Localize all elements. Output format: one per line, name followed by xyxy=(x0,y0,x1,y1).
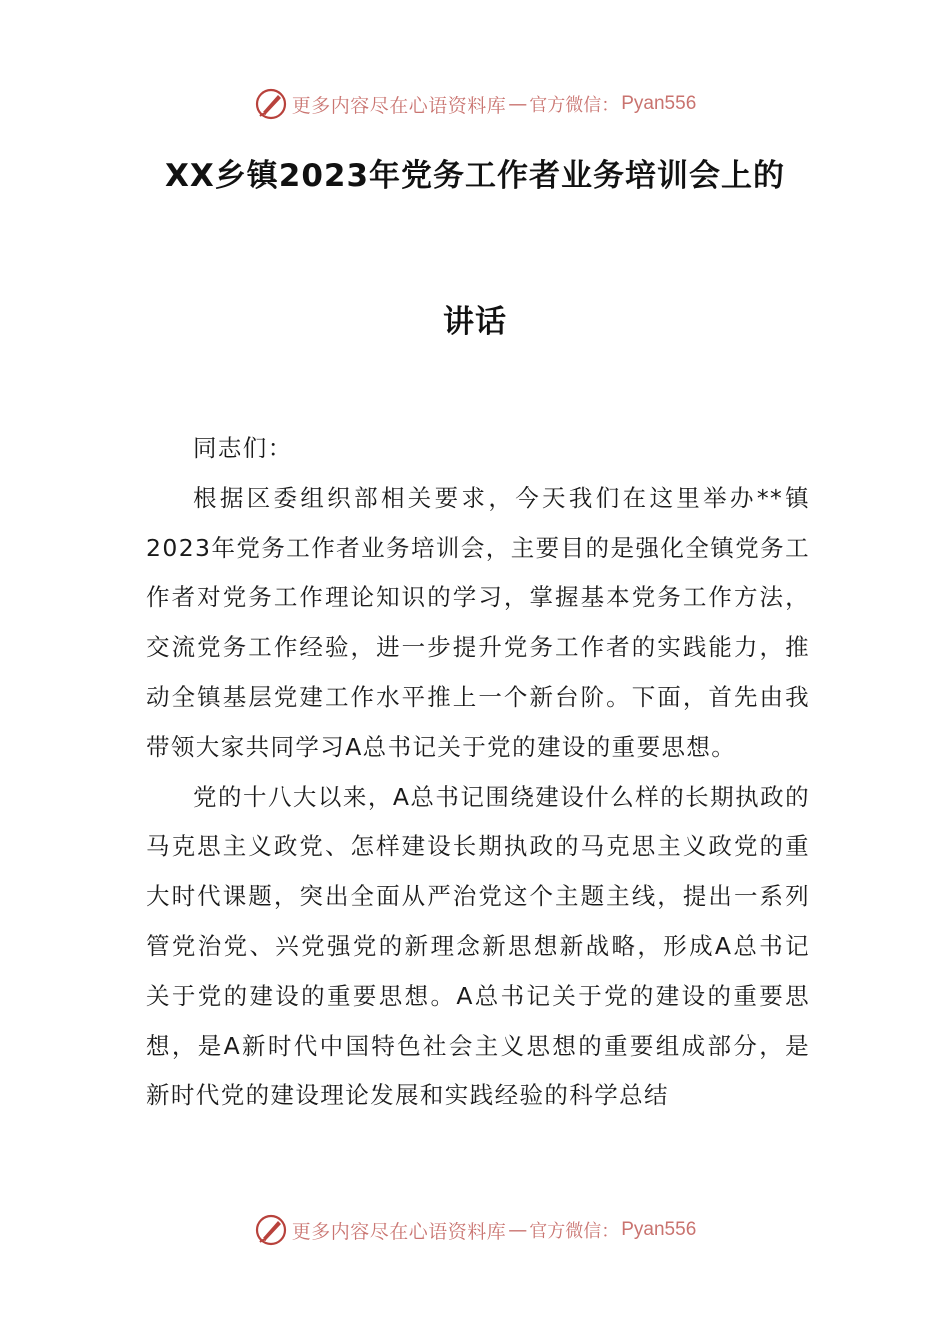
banner-text: 更多内容尽在心语资料库 xyxy=(291,94,507,117)
banner-dash: — xyxy=(508,1219,528,1241)
banner-dash: — xyxy=(508,93,528,115)
paragraph: 根据区委组织部相关要求，今天我们在这里举办**镇2023年党务工作者业务培训会，主要目的是强化全镇党务工作者对党务工作理论知识的学习，掌握基本党务工作方法，交流党务工作经验，进一步提升党务工作者的实践能力，推动全镇基层党建工作水平推上一个新台阶。下面，首先由我带领大家共同学习A总书记关于党的建设的重要思想。 xyxy=(146,483,810,761)
footer-banner xyxy=(0,1210,950,1250)
document-body xyxy=(146,424,810,1121)
banner-wechat-id: Pyan556 xyxy=(621,93,697,114)
paragraph: 党的十八大以来，A总书记围绕建设什么样的长期执政的马克思主义政党、怎样建设长期执政的马克思主义政党的重大时代课题，突出全面从严治党这个主题主线，提出一系列管党治党、兴党强党的新理念新思想新战略，形成A总书记关于党的建设的重要思想。A总书记关于党的建设的重要思想，是A新时代中国特色社会主义思想的重要组成部分，是新时代党的建设理论发展和实践经验的科学总结 xyxy=(146,782,810,1110)
header-banner xyxy=(0,84,950,124)
quill-pen-logo-icon xyxy=(254,87,288,121)
banner-wechat-label: 官方微信： xyxy=(529,1221,620,1242)
document-title-line1: XX乡镇2023年党务工作者业务培训会上的 xyxy=(164,158,786,194)
banner-text: 更多内容尽在心语资料库 xyxy=(291,1220,507,1243)
document-title-line2: 讲话 xyxy=(443,304,507,340)
quill-pen-logo-icon xyxy=(254,1213,288,1247)
banner-wechat-id: Pyan556 xyxy=(621,1219,697,1240)
salutation: 同志们： xyxy=(193,434,293,462)
banner-wechat-label: 官方微信： xyxy=(529,95,620,116)
